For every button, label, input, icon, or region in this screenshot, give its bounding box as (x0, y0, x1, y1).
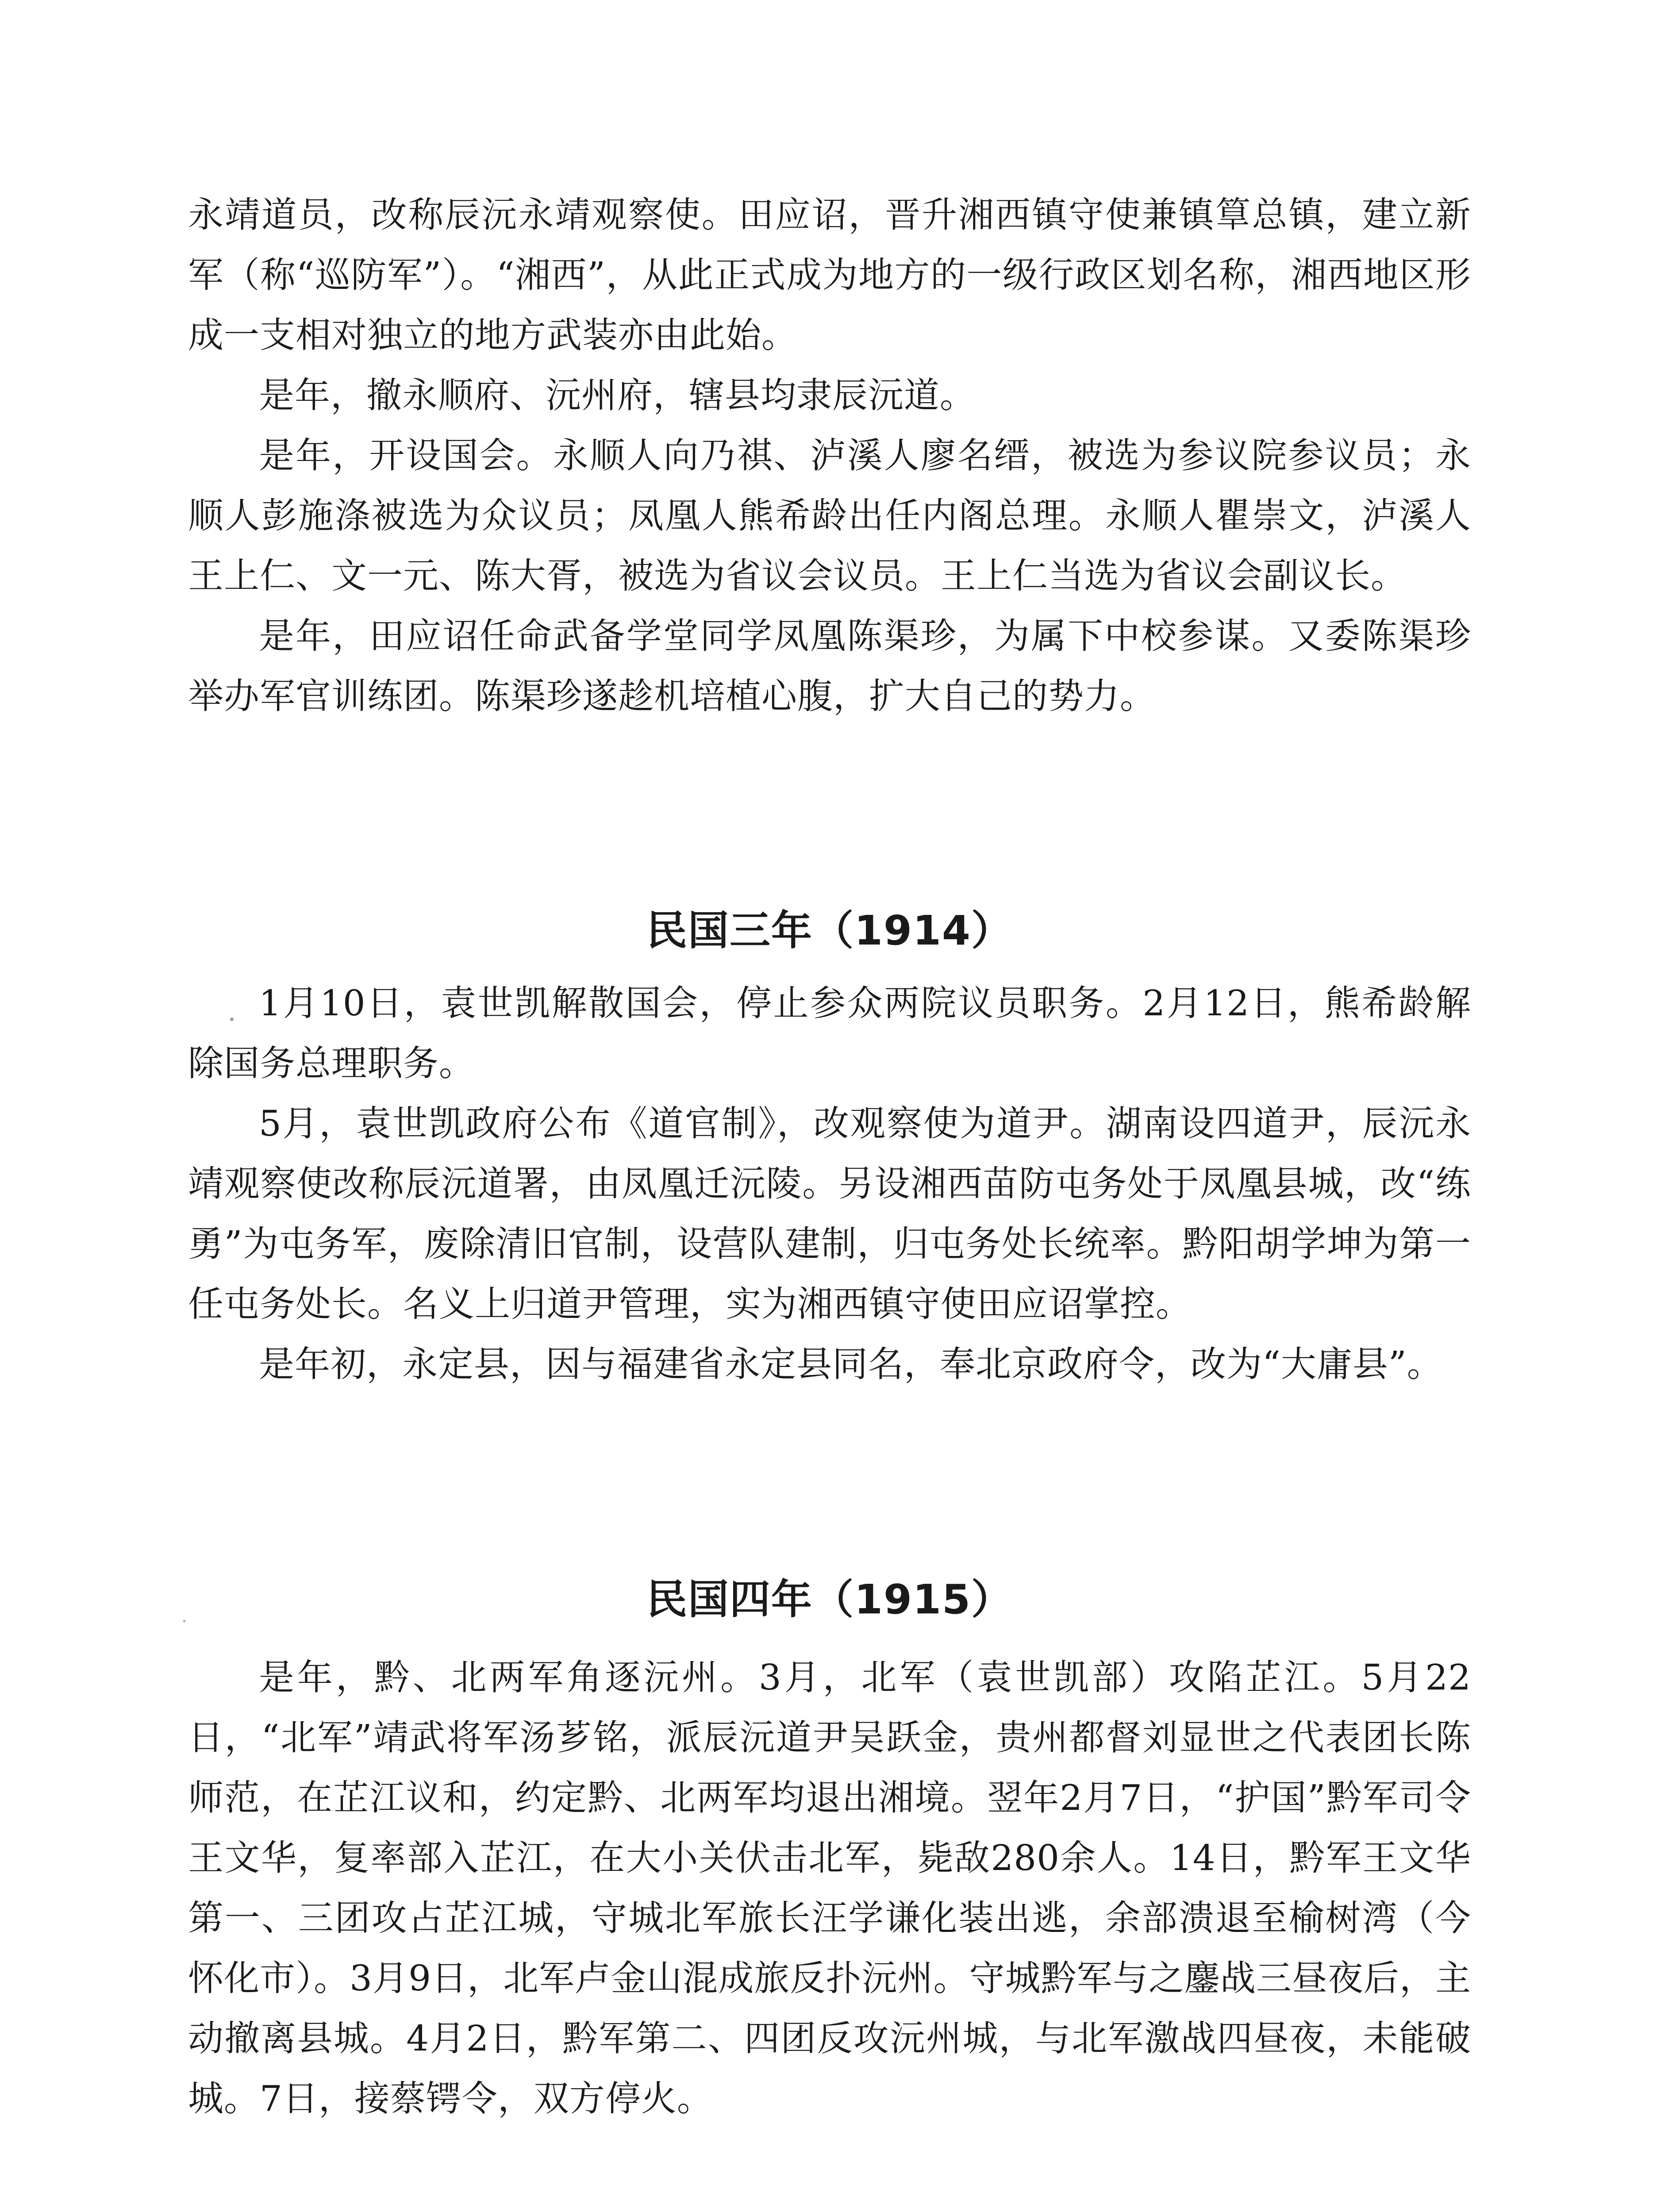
paragraph: 是年，黔、北两军角逐沅州。3月，北军（袁世凯部）攻陷芷江。5月22日，“北军”靖武将军汤芗铭，派辰沅道尹吴跃金，贵州都督刘显世之代表团长陈师范，在芷江议和，约定黔、北两军均退出湘境。翌年2月7日，“护国”黔军司令王文华，复率部入芷江，在大小关伏击北军，毙敌280余人。14日，黔军王文华第一、三团攻占芷江城，守城北军旅长汪学谦化装出逃，余部溃退至榆树湾（今怀化市）。3月9日，北军卢金山混成旅反扑沅州。守城黔军与之鏖战三昼夜后，主动撤离县城。4月2日，黔军第二、四团反攻沅州城，与北军激战四昼夜，未能破城。7日，接蔡锷令，双方停火。 (188, 1657, 1471, 2119)
paragraph: 是年，撤永顺府、沅州府，辖县均隶辰沅道。 (259, 375, 976, 416)
paragraph: 永靖道员，改称辰沅永靖观察使。田应诏，晋升湘西镇守使兼镇筸总镇，建立新军（称“巡防军”）。“湘西”，从此正式成为地方的一级行政区划名称，湘西地区形成一支相对独立的地方武装亦由此始。 (188, 194, 1471, 356)
paragraph: 是年，田应诏任命武备学堂同学凤凰陈渠珍，为属下中校参谋。又委陈渠珍举办军官训练团。陈渠珍遂趁机培植心腹，扩大自己的势力。 (188, 615, 1471, 717)
section-1914-text (188, 973, 1471, 1394)
section-heading-1914: 民国三年（1914） (646, 907, 1013, 954)
paragraph: 1月10日，袁世凯解散国会，停止参众两院议员职务。2月12日，熊希龄解除国务总理职务。 (188, 983, 1471, 1084)
scan-speck (183, 1620, 185, 1622)
section-continued-text (188, 185, 1471, 726)
scan-speck (230, 1018, 234, 1021)
section-heading-1915: 民国四年（1915） (646, 1576, 1013, 1623)
paragraph: 是年初，永定县，因与福建省永定县同名，奉北京政府令，改为“大庸县”。 (259, 1344, 1443, 1385)
paragraph: 5月，袁世凯政府公布《道官制》，改观察使为道尹。湖南设四道尹，辰沅永靖观察使改称辰沅道署，由凤凰迁沅陵。另设湘西苗防屯务处于凤凰县城，改“练勇”为屯务军，废除清旧官制，设营队建制，归屯务处长统率。黔阳胡学坤为第一任屯务处长。名义上归道尹管理，实为湘西镇守使田应诏掌控。 (188, 1103, 1471, 1325)
section-1915-text (188, 1647, 1471, 2129)
paragraph: 是年，开设国会。永顺人向乃祺、泸溪人廖名缙，被选为参议院参议员；永顺人彭施涤被选为众议员；凤凰人熊希龄出任内阁总理。永顺人瞿崇文，泸溪人王上仁、文一元、陈大胥，被选为省议会议员。王上仁当选为省议会副议长。 (188, 435, 1471, 596)
